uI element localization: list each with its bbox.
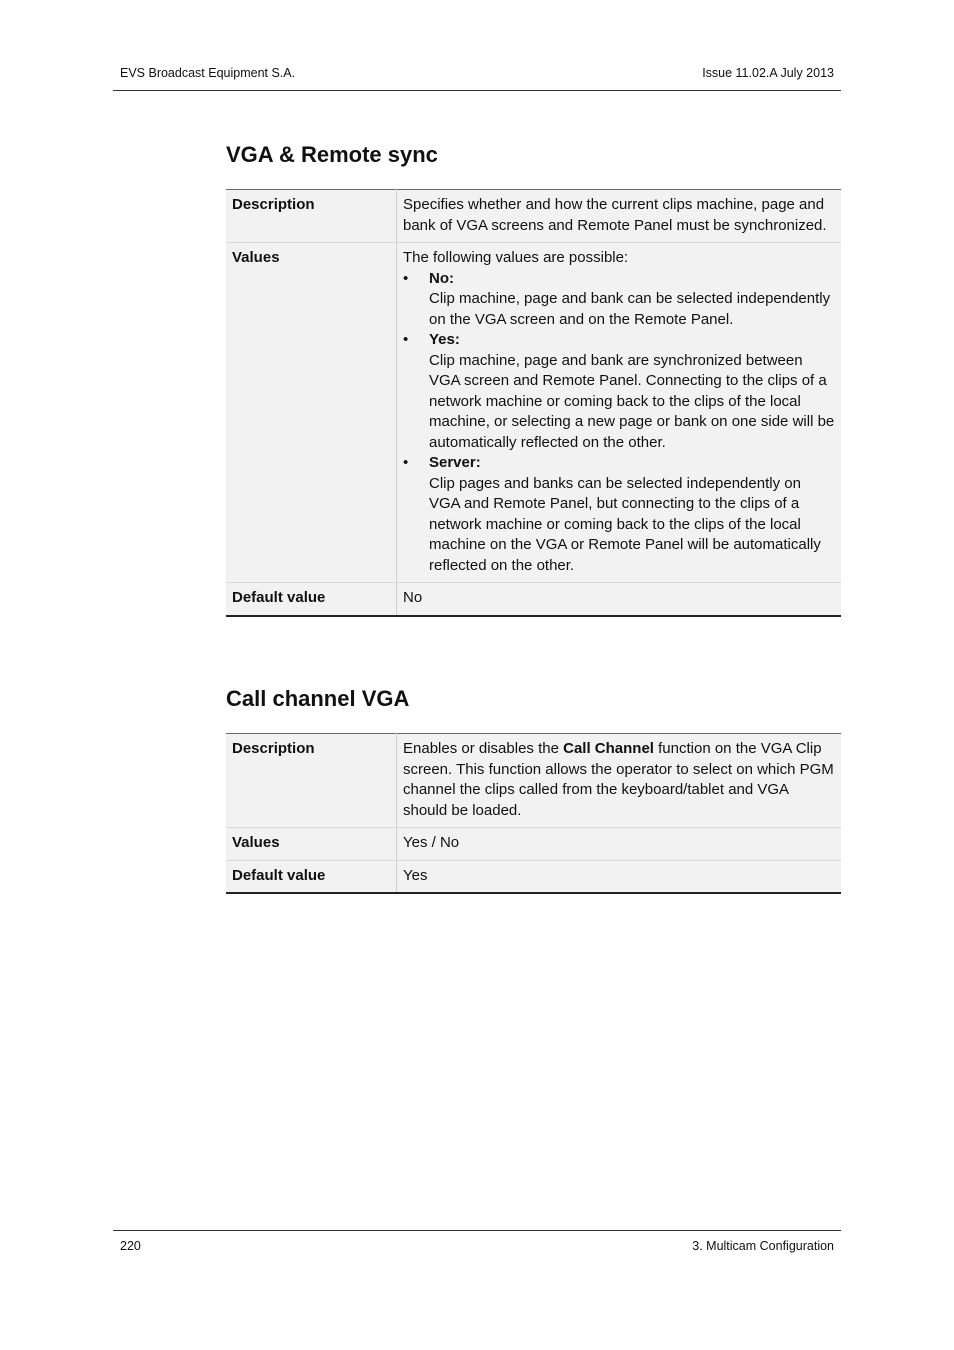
list-item xyxy=(403,453,835,576)
option-name: • Server: xyxy=(429,454,481,471)
header-company: EVS Broadcast Equipment S.A. xyxy=(120,66,296,80)
option-name: • No: xyxy=(429,269,454,287)
table-row xyxy=(226,734,841,828)
page-header xyxy=(113,64,841,91)
option-text: Clip pages and banks can be selected independently on VGA and Remote Panel, but connecting to the clips of a network machine or coming back to the clips of the local machine on the VGA or Remote Panel will be automatically reflected on the other. xyxy=(429,474,821,574)
option-text: Clip machine, page and bank are synchronized between VGA screen and Remote Panel. Connecting to the clips of a network machine or coming back to the clips of the local machine, or selecting a new page or bank on one side will be automatically reflected on the other. xyxy=(429,351,835,451)
row-label: Default value xyxy=(226,860,397,893)
values-intro: The following values are possible: xyxy=(403,249,629,266)
row-label: Default value xyxy=(226,583,397,616)
table-row xyxy=(226,583,841,616)
row-label: Values xyxy=(226,828,397,861)
table-row xyxy=(226,828,841,861)
option-text: Clip machine, page and bank can be selected independently on the VGA screen and on the Remote Panel. xyxy=(429,290,831,328)
call-channel-vga-table xyxy=(226,733,841,894)
vga-remote-sync-table xyxy=(226,189,841,617)
page-number: 220 xyxy=(120,1239,141,1253)
table-row xyxy=(226,860,841,893)
header-issue: Issue 11.02.A July 2013 xyxy=(702,66,834,80)
list-item xyxy=(403,269,835,331)
description-text-after: function on the VGA Clip screen. This function allows the operator to select on which PGM channel the clips called from the keyboard/tablet and VGA should be loaded. xyxy=(403,740,834,819)
section-title-vga-remote-sync: VGA & Remote sync xyxy=(226,142,438,167)
option-name: • Yes: xyxy=(429,331,460,348)
row-label: Description xyxy=(226,734,397,828)
row-label: Values xyxy=(226,243,397,583)
default-value: No xyxy=(397,583,842,616)
row-label: Description xyxy=(226,190,397,243)
description-bold: Call Channel xyxy=(563,740,654,757)
description-text xyxy=(397,734,842,828)
values-text: Yes / No xyxy=(397,828,842,861)
description-text-before: Enables or disables the xyxy=(403,740,564,757)
table-row xyxy=(226,190,841,243)
values-cell xyxy=(397,243,842,583)
page-footer xyxy=(113,1230,841,1257)
default-value: Yes xyxy=(397,860,842,893)
table-row xyxy=(226,243,841,583)
chapter-title: 3. Multicam Configuration xyxy=(692,1239,834,1253)
section-title-call-channel-vga: Call channel VGA xyxy=(226,686,410,711)
values-list xyxy=(403,269,835,577)
description-text: Specifies whether and how the current clips machine, page and bank of VGA screens and Remote Panel must be synchronized. xyxy=(403,196,827,234)
list-item xyxy=(403,330,835,453)
